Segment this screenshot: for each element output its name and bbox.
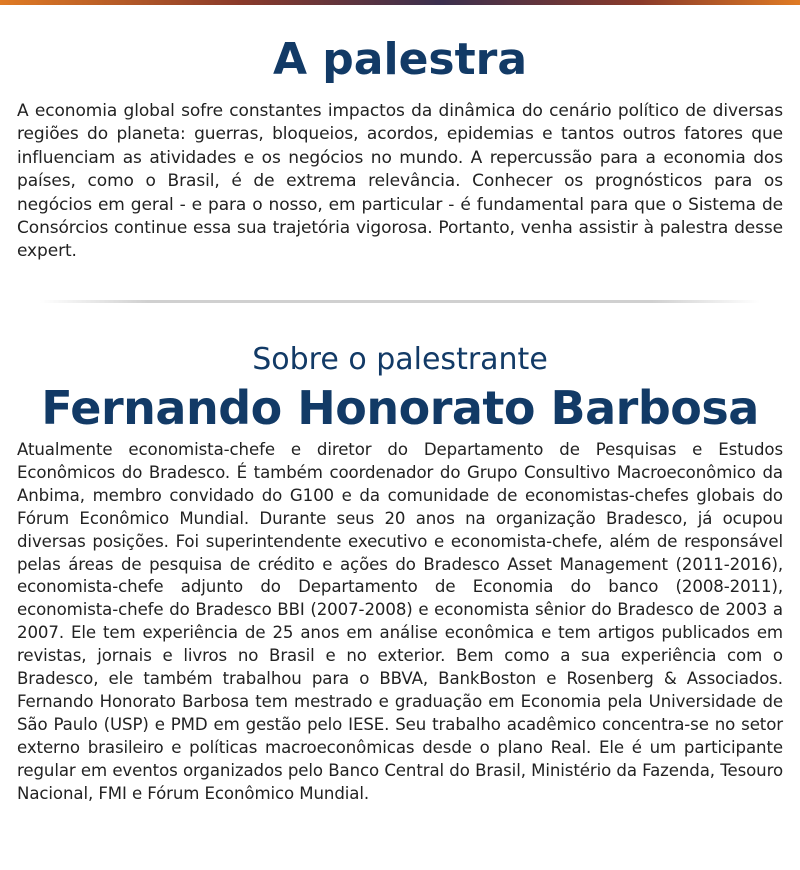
speaker-name: Fernando Honorato Barbosa (41, 381, 759, 435)
talk-description: A economia global sofre constantes impactos da dinâmica do cenário político de diversas regiões do planeta: guerras, bloqueios, acordos, epidemias e tantos outros fatores que influenciam as atividades e os negócios no mundo. A repercussão para a economia dos países, como o Brasil, é de extrema relevância. Conhecer os prognósticos para os negócios em geral - e para o nosso, em particular - é fundamental para que o Sistema de Consórcios continue essa sua trajetória vigorosa. Portanto, venha assistir à palestra desse expert. (17, 101, 783, 262)
section-divider (40, 300, 760, 303)
talk-title: A palestra (272, 34, 528, 85)
top-accent-bar (0, 0, 800, 5)
speaker-bio: Atualmente economista-chefe e diretor do Departamento de Pesquisas e Estudos Econômicos do Bradesco. É também coordenador do Grupo Consultivo Macroeconômico da Anbima, membro convidado do G100 e da comunidade de economistas-chefes globais do Fórum Econômico Mundial. Durante seus 20 anos na organização Bradesco, já ocupou diversas posições. Foi superintendente executivo e economista-chefe, além de responsável pelas áreas de pesquisa de crédito e ações do Bradesco Asset Management (2011-2016), economista-chefe adjunto do Departamento de Economia do banco (2008-2011), economista-chefe do Bradesco BBI (2007-2008) e economista sênior do Bradesco de 2003 a 2007. Ele tem experiência de 25 anos em análise econômica e tem artigos publicados em revistas, jornais e livros no Brasil e no exterior. Bem como a sua experiência com o Bradesco, ele também trabalhou para o BBVA, BankBoston e Rosenberg & Associados. Fernando Honorato Barbosa tem mestrado e graduação em Economia pela Universidade de São Paulo (USP) e PMD em gestão pelo IESE. Seu trabalho acadêmico concentra-se no setor externo brasileiro e políticas macroeconômicas desde o plano Real. Ele é um participante regular em eventos organizados pelo Banco Central do Brasil, Ministério da Fazenda, Tesouro Nacional, FMI e Fórum Econômico Mundial. (17, 440, 783, 803)
speaker-subtitle: Sobre o palestrante (252, 342, 548, 377)
talk-section (17, 32, 783, 264)
speaker-section (17, 340, 783, 806)
